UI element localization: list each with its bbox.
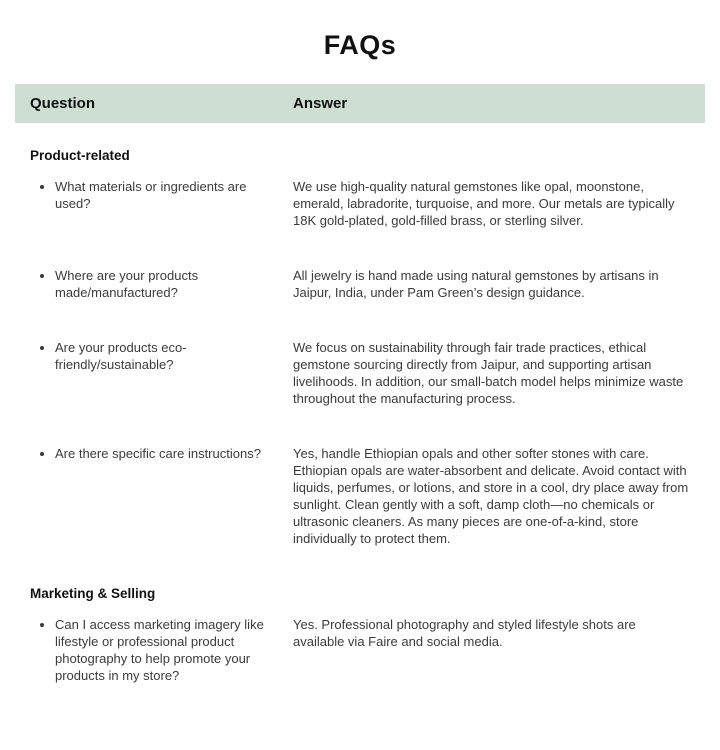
question-cell <box>15 267 293 301</box>
faq-row <box>15 178 705 229</box>
faq-row <box>15 339 705 407</box>
question-text: • Are there specific care instructions? <box>55 445 281 462</box>
question-cell <box>15 616 293 684</box>
answer-text: We use high-quality natural gemstones like opal, moonstone, emerald, labradorite, turquoise, and more. Our metals are typically 18K gold-plated, gold-filled brass, or sterling silver. <box>293 179 675 228</box>
question-text: • What materials or ingredients are used? <box>55 178 281 212</box>
answer-text: Yes, handle Ethiopian opals and other softer stones with care. Ethiopian opals are water-absorbent and delicate. Avoid contact with liquids, perfumes, or lotions, and store in a cool, dry place away from sunlight. Clean gently with a soft, damp cloth—no chemicals or ultrasonic cleaners. As many pieces are one-of-a-kind, store individually to protect them. <box>293 446 689 546</box>
question-text: • Can I access marketing imagery like lifestyle or professional product photography to help promote your products in my store? <box>55 616 281 684</box>
section-heading: Product-related <box>30 148 130 163</box>
question-cell <box>15 445 293 547</box>
faq-row <box>15 267 705 301</box>
faq-row <box>15 616 705 684</box>
faq-content <box>15 147 705 684</box>
section-product-related <box>15 147 705 547</box>
answer-text: All jewelry is hand made using natural gemstones by artisans in Jaipur, India, under Pam Green’s design guidance. <box>293 268 659 300</box>
section-heading: Marketing & Selling <box>30 586 156 601</box>
table-header-band <box>15 84 705 123</box>
faq-row <box>15 445 705 547</box>
question-text: • Are your products eco-friendly/sustainable? <box>55 339 281 373</box>
answer-text: Yes. Professional photography and styled lifestyle shots are available via Faire and social media. <box>293 617 636 649</box>
question-cell <box>15 339 293 407</box>
question-text: • Where are your products made/manufactured? <box>55 267 281 301</box>
answer-column-header: Answer <box>293 95 348 112</box>
answer-text: We focus on sustainability through fair trade practices, ethical gemstone sourcing directly from Jaipur, and supporting artisan livelihoods. In addition, our small-batch model helps minimize waste throughout the manufacturing process. <box>293 340 684 406</box>
question-cell <box>15 178 293 229</box>
faq-page <box>0 30 720 684</box>
question-column-header: Question <box>30 95 96 112</box>
page-title: FAQs <box>323 30 397 60</box>
section-marketing-selling <box>15 585 705 684</box>
